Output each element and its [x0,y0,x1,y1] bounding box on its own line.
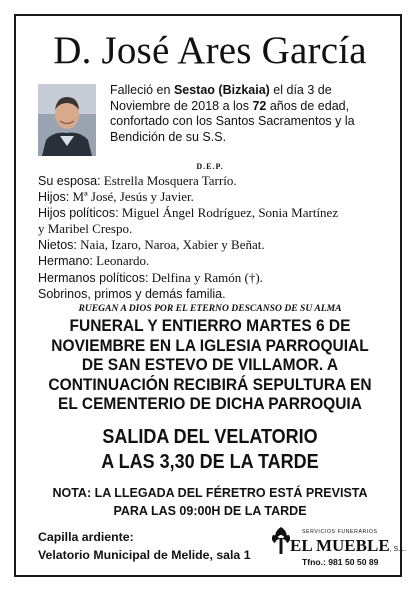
death-place: Sestao (Bizkaia) [173,83,270,97]
logo-phone: Tfno.: 981 50 50 89 [302,557,379,567]
chapel-info [38,529,278,564]
salida-line: SALIDA DEL VELATORIO [102,426,318,448]
chapel-location: Velatorio Municipal de Melide, sala 1 [38,547,251,562]
family-children: Hijos: Mª José, Jesús y Javier. [38,189,194,205]
family-grandchildren: Nietos: Naia, Izaro, Naroa, Xabier y Beñat. [38,237,265,253]
funeral-line: DE SAN ESTEVO DE VILLAMOR. A [81,356,339,374]
funeral-line: EL CEMENTERIO DE DICHA PARROQUIA [58,395,362,413]
departure-notice [21,425,399,475]
family-children-in-law: Hijos políticos: Miguel Ángel Rodríguez, Sonia Martínez [38,205,339,221]
funeral-home-logo [270,526,407,570]
salida-line: A LAS 3,30 DE LA TARDE [101,451,319,473]
intro-part-1: Falleció en [110,83,174,97]
logo-brand [290,536,406,556]
nota-line: PARA LAS 09:00H DE LA TARDE [113,503,307,518]
family-list [38,173,398,302]
portrait-photo-image [38,84,96,156]
death-notice-text [110,83,392,145]
logo-brand-name: EL MUEBLE [290,536,390,555]
nota-line: NOTA: LA LLEGADA DEL FÉRETRO ESTÁ PREVISTA [52,486,368,500]
dep-label: D.E.P. [196,162,224,171]
funeral-line: FUNERAL Y ENTIERRO MARTES 6 DE [69,317,351,335]
arrival-note [0,485,420,520]
family-children-in-law-cont: y Maribel Crespo. [38,221,133,237]
age: 72 [252,98,267,113]
funeral-line: CONTINUACIÓN RECIBIRÁ SEPULTURA EN [48,375,372,394]
deceased-name: D. José Ares García [53,29,367,72]
family-others: Sobrinos, primos y demás familia. [38,286,226,301]
intro-part-3: años de edad, confortado con los Santos Sacramentos y la Bendición de su S.S. [110,98,355,144]
intro-part-2: el día 3 de Noviembre de 2018 a los [110,83,332,113]
logo-services-text: SERVICIOS FUNERARIOS [302,529,378,535]
chapel-label: Capilla ardiente: [38,530,134,544]
family-siblings-in-law: Hermanos políticos: Delfina y Ramón (†). [38,269,263,285]
funeral-line: NOVIEMBRE EN LA IGLESIA PARROQUIAL [51,336,369,355]
funeral-details [13,317,408,415]
tree-icon [270,526,292,554]
logo-brand-suffix: , S.L. [389,546,407,553]
family-spouse: Su esposa: Estrella Mosquera Tarrío. [38,173,237,188]
family-brother: Hermano: Leonardo. [38,253,150,269]
portrait-photo [38,84,96,156]
prayer-request: RUEGAN A DIOS POR EL ETERNO DESCANSO DE SU ALMA [78,303,342,314]
